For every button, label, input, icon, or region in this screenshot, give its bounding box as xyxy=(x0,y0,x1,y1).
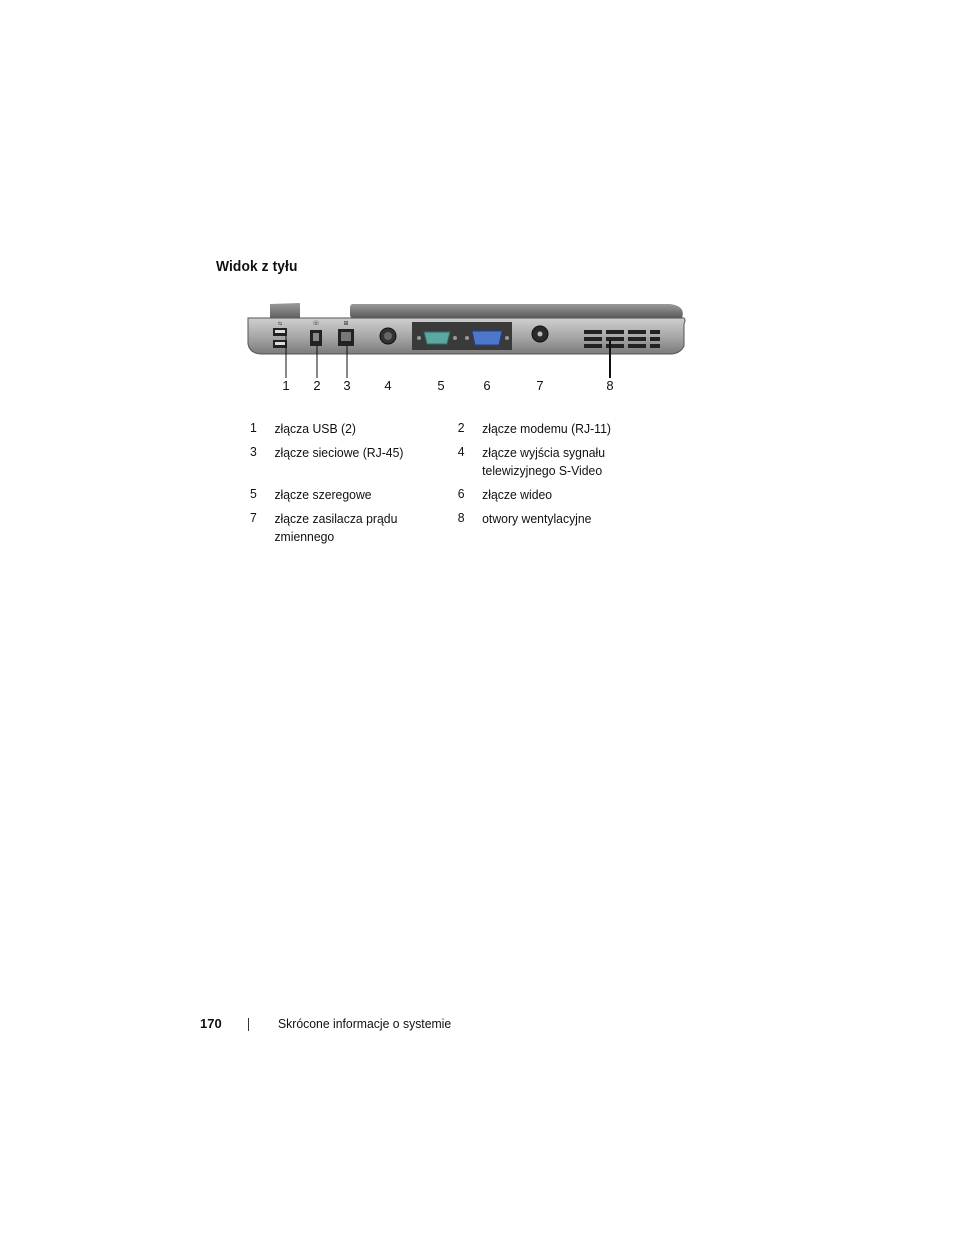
legend-text: otwory wentylacyjne xyxy=(482,511,592,526)
legend-item xyxy=(250,444,458,480)
legend-number: 1 xyxy=(250,420,257,435)
legend-row xyxy=(250,444,645,480)
legend-text: złącze szeregowe xyxy=(274,487,372,502)
legend-item xyxy=(458,510,645,546)
legend-number: 5 xyxy=(250,486,257,501)
callout-3: 3 xyxy=(343,378,351,393)
legend-text: złącze wideo xyxy=(482,487,553,502)
ac-adapter-port-icon xyxy=(532,326,548,342)
legend-item xyxy=(458,486,645,504)
svideo-port-icon xyxy=(380,328,396,344)
lid-hinge-bar xyxy=(350,304,590,318)
legend-number: 2 xyxy=(457,420,465,435)
callout-2: 2 xyxy=(313,378,321,393)
legend-text: złącza USB (2) xyxy=(274,421,356,436)
footer-divider xyxy=(248,1018,249,1031)
legend-text: złącze zasilacza prądu zmiennego xyxy=(274,511,398,544)
legend-text: złącze wyjścia sygnału telewizyjnego S-Video xyxy=(482,445,606,478)
legend-number: 4 xyxy=(457,444,465,459)
svg-text:⊞: ⊞ xyxy=(343,321,349,327)
section-title: Widok z tyłu xyxy=(216,258,298,275)
footer-chapter-title: Skrócone informacje o systemie xyxy=(278,1016,452,1031)
callout-7: 7 xyxy=(536,378,544,393)
legend-number: 6 xyxy=(457,486,465,501)
callout-1: 1 xyxy=(282,378,290,393)
legend-table xyxy=(250,420,645,552)
legend-item xyxy=(250,510,458,546)
legend-row xyxy=(250,510,645,546)
legend-item xyxy=(458,420,645,438)
legend-text: złącze modemu (RJ-11) xyxy=(482,421,611,436)
legend-item xyxy=(250,486,458,504)
legend-item xyxy=(458,444,645,480)
page-number: 170 xyxy=(200,1016,222,1031)
callout-5: 5 xyxy=(437,378,445,393)
legend-row xyxy=(250,486,645,504)
legend-number: 3 xyxy=(250,444,257,459)
callout-6: 6 xyxy=(483,378,491,393)
svg-text:⇆: ⇆ xyxy=(277,321,283,327)
legend-row xyxy=(250,420,645,438)
legend-number: 8 xyxy=(457,510,465,525)
legend-text: złącze sieciowe (RJ-45) xyxy=(274,445,404,460)
lid-right-hinge xyxy=(580,304,683,318)
lid-left-hinge xyxy=(270,303,300,320)
legend-item xyxy=(250,420,458,438)
callout-8: 8 xyxy=(606,378,614,393)
laptop-back-view-illustration xyxy=(240,300,690,400)
legend-number: 7 xyxy=(250,510,257,525)
svg-text:☏: ☏ xyxy=(312,321,320,327)
callout-4: 4 xyxy=(384,378,392,393)
